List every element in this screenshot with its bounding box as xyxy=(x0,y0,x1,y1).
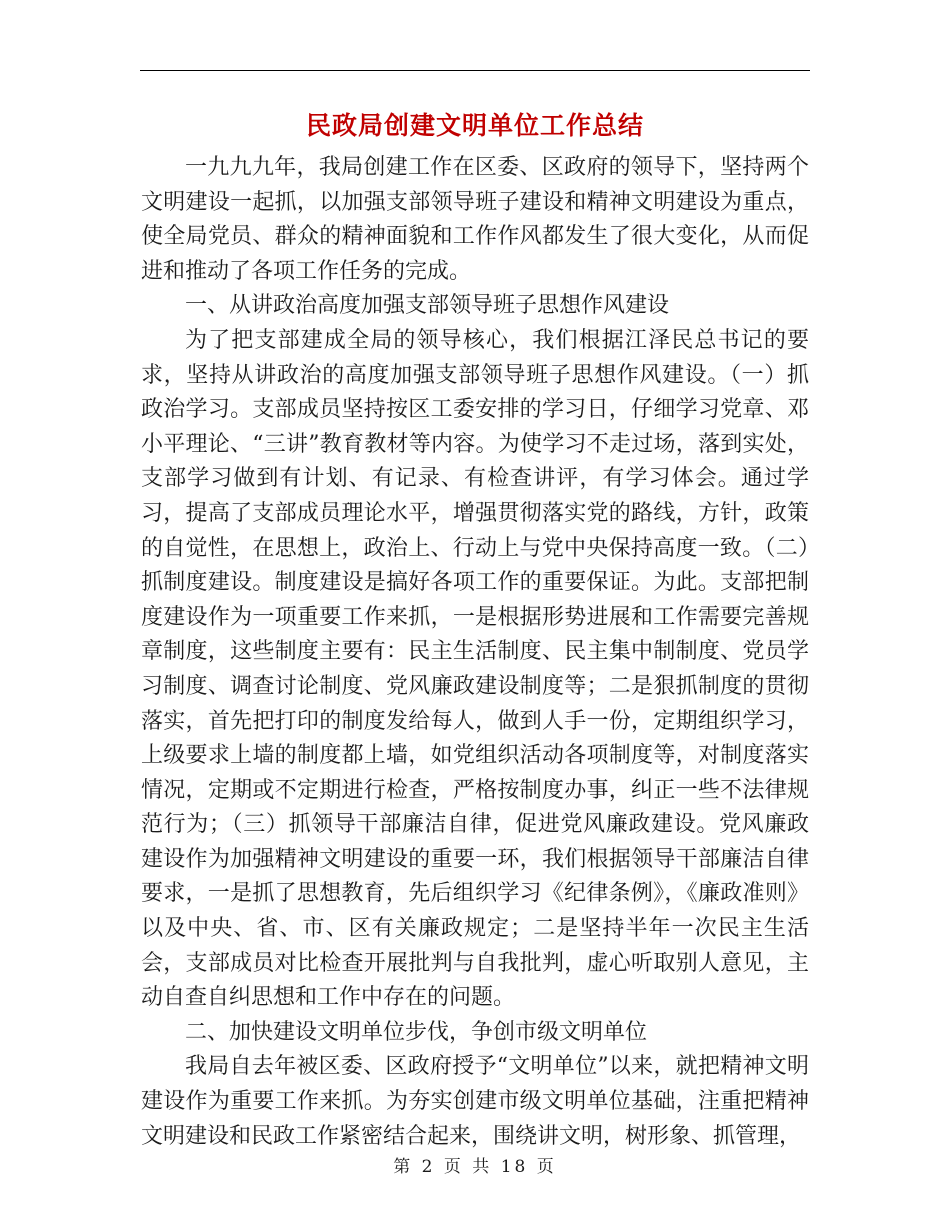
section-heading-2: 二、加快建设文明单位步伐，争创市级文明单位 xyxy=(185,1019,648,1045)
document-title: 民政局创建文明单位工作总结 xyxy=(305,111,644,140)
document-body xyxy=(141,151,809,1154)
section-heading-1: 一、从讲政治高度加强支部领导班子思想作风建设 xyxy=(185,293,670,319)
page-number-footer: 第 2 页 共 18 页 xyxy=(393,1157,557,1177)
paragraph-section-2: 我局自去年被区委、区政府授予“文明单位”以来，就把精神文明建设作为重要工作来抓。为夯实创建市级文明单位基础，注重把精神文明建设和民政工作紧密结合起来，围绕讲文明，树形象、抓管理， xyxy=(141,1054,809,1149)
paragraph-section-1: 为了把支部建成全局的领导核心，我们根据江泽民总书记的要求，坚持从讲政治的高度加强支部领导班子思想作风建设。（一）抓政治学习。支部成员坚持按区工委安排的学习日，仔细学习党章、邓小平理论、“三讲”教育教材等内容。为使学习不走过场，落到实处，支部学习做到有计划、有记录、有检查讲评，有学习体会。通过学习，提高了支部成员理论水平，增强贯彻落实党的路线，方针，政策的自觉性，在思想上，政治上、行动上与党中央保持高度一致。（二）抓制度建设。制度建设是搞好各项工作的重要保证。为此。支部把制度建设作为一项重要工作来抓，一是根据形势进展和工作需要完善规章制度，这些制度主要有：民主生活制度、民主集中制制度、党员学习制度、调查讨论制度、党风廉政建设制度等；二是狠抓制度的贯彻落实，首先把打印的制度发给每人，做到人手一份，定期组织学习，上级要求上墙的制度都上墙，如党组织活动各项制度等，对制度落实情况，定期或不定期进行检查，严格按制度办事，纠正一些不法律规范行为；（三）抓领导干部廉洁自律，促进党风廉政建设。党风廉政建设作为加强精神文明建设的重要一环，我们根据领导干部廉洁自律要求，一是抓了思想教育，先后组织学习《纪律条例》，《廉政准则》以及中央、省、市、区有关廉政规定；二是坚持半年一次民主生活会，支部成员对比检查开展批判与自我批判，虚心听取别人意见，主动自查自纠思想和工作中存在的问题。 xyxy=(141,327,809,1011)
header-rule xyxy=(140,70,810,71)
paragraph-intro: 一九九九年，我局创建工作在区委、区政府的领导下，坚持两个文明建设一起抓，以加强支部领导班子建设和精神文明建设为重点，使全局党员、群众的精神面貌和工作作风都发生了很大变化，从而促进和推动了各项工作任务的完成。 xyxy=(141,155,809,284)
